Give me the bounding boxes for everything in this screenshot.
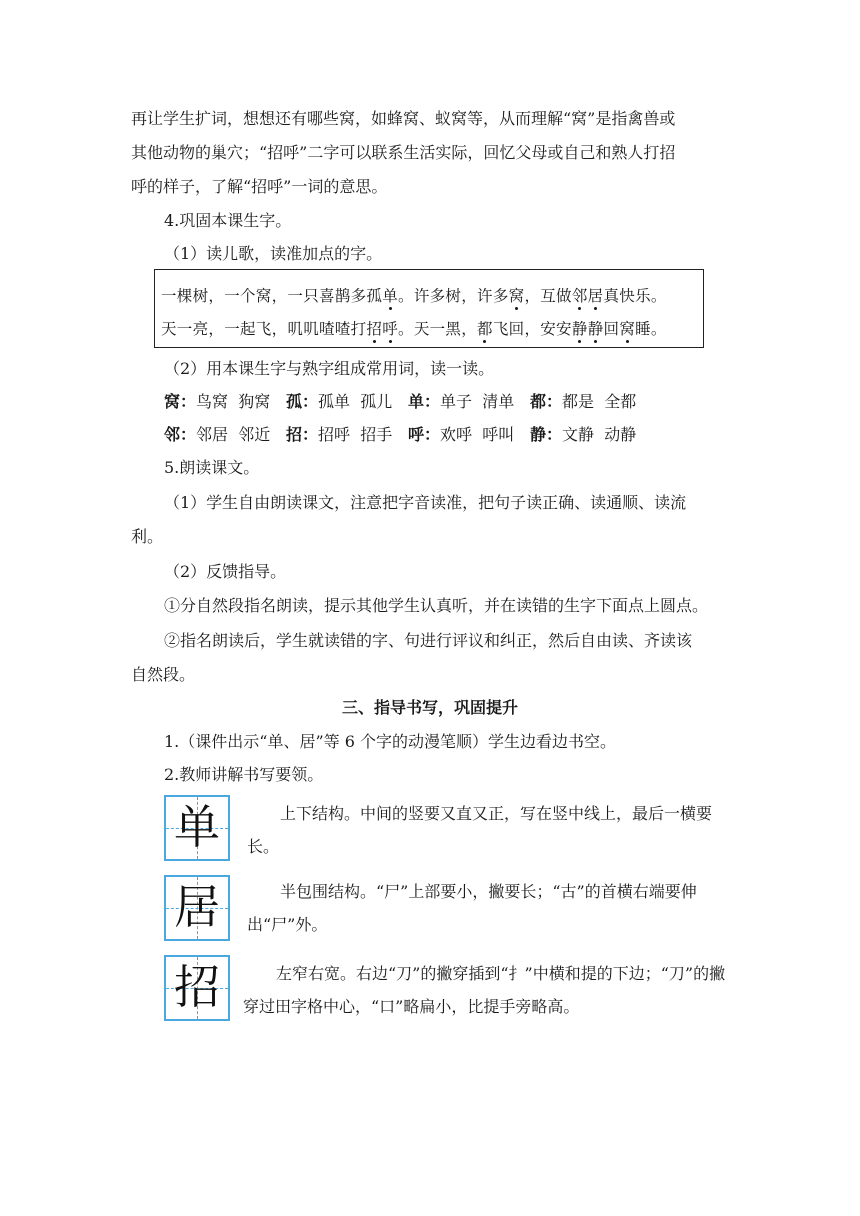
poem-text: 。天一黑，	[398, 320, 478, 338]
step-5-2-title: （2）反馈指导。	[164, 562, 287, 581]
tianzige-grid-zhao	[164, 955, 230, 1021]
target-character: 都：	[530, 392, 563, 411]
poem-line-2	[161, 319, 667, 339]
writing-tip-dan	[247, 797, 732, 863]
grid-character: 单	[174, 800, 220, 854]
step-4-1-instruction: （1）读儿歌，读准加点的字。	[164, 244, 383, 263]
example-words: 招呼 招手	[318, 425, 393, 444]
example-words: 欢呼 呼叫	[440, 425, 515, 444]
poem-text: 一棵树，一个窝，一只喜鹊多孤	[161, 287, 383, 305]
poem-text: 回	[603, 320, 620, 338]
section-3-step-1: 1.（课件出示“单、居”等 6 个字的动漫笔顺）学生边看边书空。	[164, 732, 616, 751]
poem-text: 真快乐。	[603, 287, 667, 305]
poem-line-1	[161, 286, 667, 306]
paragraph-line: 呼的样子，了解“招呼”一词的意思。	[131, 177, 388, 196]
writing-tip-zhao	[243, 957, 733, 1023]
word-group	[286, 418, 392, 452]
dotted-character: 静	[571, 320, 588, 338]
step-5-1-line: （1）学生自由朗读课文，注意把字音读准，把句子读正确、读通顺、读流	[164, 493, 687, 512]
step-4-title: 4.巩固本课生字。	[164, 211, 292, 230]
tianzige-grid-dan	[164, 795, 230, 861]
writing-tip-text: 上下结构。中间的竖要又直又正，写在竖中线上，最后一横要长。	[247, 804, 713, 856]
word-group	[530, 418, 636, 452]
word-group	[530, 385, 636, 419]
target-character: 单：	[408, 392, 441, 411]
grid-character: 居	[174, 880, 220, 934]
target-character: 孤：	[286, 392, 319, 411]
dotted-character: 单	[382, 287, 399, 305]
target-character: 招：	[286, 425, 319, 444]
poem-text: 。许多树，许多	[398, 287, 509, 305]
poem-text: 天一亮，一起飞，叽叽喳喳打	[161, 320, 367, 338]
dotted-character: 静	[587, 320, 604, 338]
word-group	[408, 385, 514, 419]
dotted-character: 居	[587, 287, 604, 305]
example-words: 单子 清单	[440, 392, 515, 411]
writing-tip-ju	[247, 875, 732, 941]
example-words: 文静 动静	[562, 425, 637, 444]
step-5-1-line: 利。	[131, 527, 164, 546]
word-group	[164, 385, 270, 419]
step-5-title: 5.朗读课文。	[164, 458, 260, 477]
nursery-rhyme-box	[154, 269, 704, 348]
dotted-character: 都	[477, 320, 493, 338]
example-words: 鸟窝 狗窝	[196, 392, 271, 411]
poem-text: 飞回，安安	[492, 320, 572, 338]
dotted-character: 招	[366, 320, 383, 338]
dotted-character: 窝	[508, 287, 525, 305]
example-words: 邻居 邻近	[196, 425, 271, 444]
section-3-step-2: 2.教师讲解书写要领。	[164, 765, 324, 784]
tianzige-grid-ju	[164, 875, 230, 941]
word-group	[408, 418, 514, 452]
example-words: 都是 全都	[562, 392, 637, 411]
step-5-2b-line: ②指名朗读后，学生就读错的字、句进行评议和纠正，然后自由读、齐读该	[164, 631, 693, 650]
dotted-character: 呼	[382, 320, 399, 338]
target-character: 窝：	[164, 392, 197, 411]
word-group	[286, 385, 392, 419]
grid-character: 招	[174, 960, 220, 1014]
poem-text: 睡。	[635, 320, 667, 338]
step-5-2b-line: 自然段。	[131, 665, 196, 684]
target-character: 呼：	[408, 425, 441, 444]
dotted-character: 邻	[571, 287, 588, 305]
step-4-2-instruction: （2）用本课生字与熟字组成常用词，读一读。	[164, 359, 495, 378]
section-3-heading: 三、指导书写，巩固提升	[341, 698, 518, 717]
word-group	[164, 418, 270, 452]
step-5-2a-line: ①分自然段指名朗读，提示其他学生认真听，并在读错的生字下面点上圆点。	[164, 596, 709, 615]
target-character: 邻：	[164, 425, 197, 444]
dotted-character: 窝	[619, 320, 636, 338]
poem-text: ，互做	[524, 287, 572, 305]
target-character: 静：	[530, 425, 563, 444]
paragraph-line: 其他动物的巢穴；“招呼”二字可以联系生活实际，回忆父母或自己和熟人打招	[131, 143, 676, 162]
writing-tip-text: 半包围结构。“尸”上部要小，撇要长；“古”的首横右端要伸出“尸”外。	[247, 882, 697, 934]
paragraph-line: 再让学生扩词，想想还有哪些窝，如蜂窝、蚁窝等，从而理解“窝”是指禽兽或	[131, 109, 676, 128]
example-words: 孤单 孤儿	[318, 392, 393, 411]
writing-tip-text: 左窄右宽。右边“刀”的撇穿插到“扌”中横和提的下边；“刀”的撇穿过田字格中心，“口”略扁小，比提手旁略高。	[243, 964, 726, 1016]
